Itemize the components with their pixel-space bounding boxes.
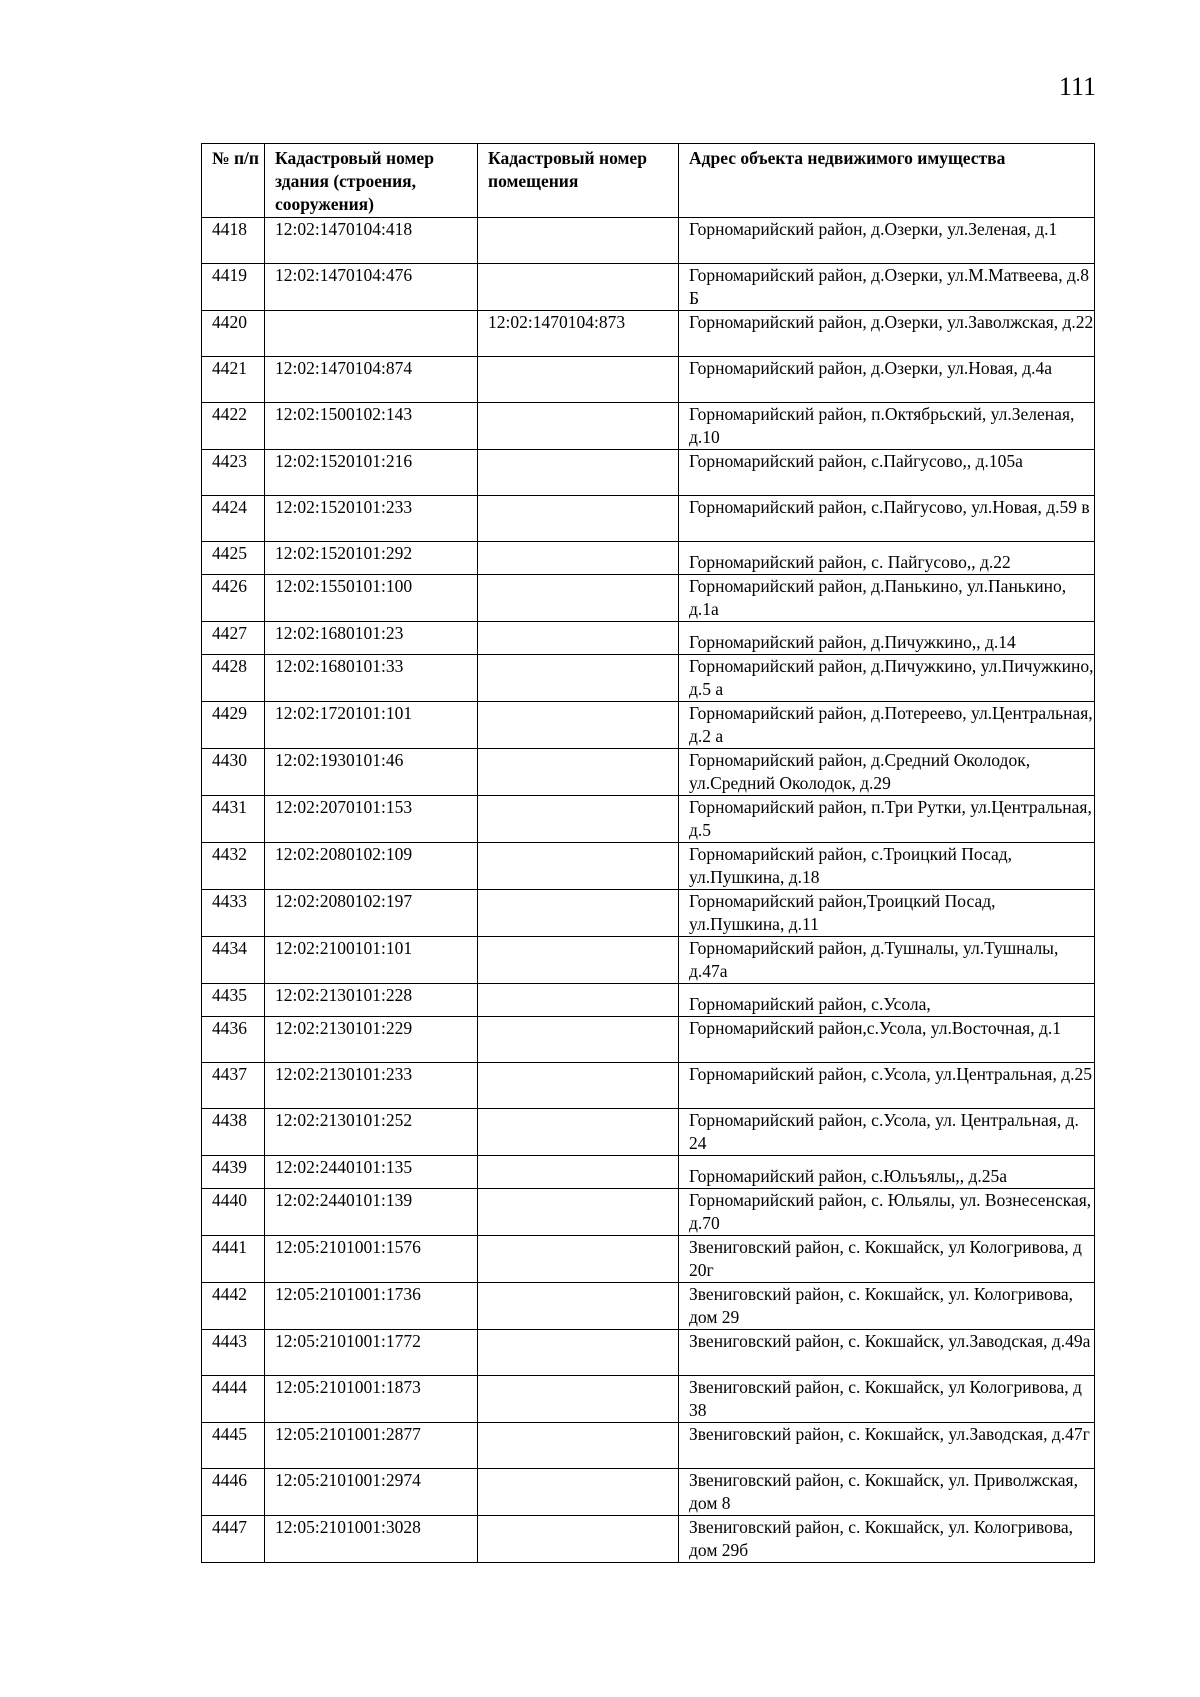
address-cell: Горномарийский район, д.Озерки, ул.Заволжская, д.22 (679, 311, 1095, 357)
row-number-cell: 4418 (202, 218, 265, 264)
room-cadastral-number-cell (478, 702, 679, 749)
building-cadastral-number-cell: 12:02:1680101:23 (265, 622, 478, 655)
building-cadastral-number-cell: 12:02:2100101:101 (265, 937, 478, 984)
room-cadastral-number-cell (478, 218, 679, 264)
row-number-cell: 4435 (202, 984, 265, 1017)
room-cadastral-number-cell: 12:02:1470104:873 (478, 311, 679, 357)
room-cadastral-number-cell (478, 1236, 679, 1283)
row-number-cell: 4440 (202, 1189, 265, 1236)
row-number-cell: 4424 (202, 496, 265, 542)
building-cadastral-number-cell: 12:02:1550101:100 (265, 575, 478, 622)
table-body (202, 218, 1095, 1563)
room-cadastral-number-cell (478, 890, 679, 937)
room-cadastral-number-cell (478, 1156, 679, 1189)
table-row (202, 1017, 1095, 1063)
row-number-cell: 4434 (202, 937, 265, 984)
table-row (202, 1063, 1095, 1109)
room-cadastral-number-cell (478, 1516, 679, 1563)
row-number-cell: 4433 (202, 890, 265, 937)
row-number-cell: 4439 (202, 1156, 265, 1189)
address-cell: Звениговский район, с. Кокшайск, ул Кологривова, д 20г (679, 1236, 1095, 1283)
building-cadastral-number-cell: 12:02:2130101:229 (265, 1017, 478, 1063)
room-cadastral-number-cell (478, 1330, 679, 1376)
building-cadastral-number-cell: 12:05:2101001:3028 (265, 1516, 478, 1563)
table-row (202, 655, 1095, 702)
building-cadastral-number-cell: 12:05:2101001:1736 (265, 1283, 478, 1330)
table-row (202, 1376, 1095, 1423)
row-number-cell: 4447 (202, 1516, 265, 1563)
table-row (202, 1423, 1095, 1469)
row-number-cell: 4423 (202, 450, 265, 496)
table-row (202, 984, 1095, 1017)
room-cadastral-number-cell (478, 937, 679, 984)
address-cell: Горномарийский район, д.Озерки, ул.М.Матвеева, д.8 Б (679, 264, 1095, 311)
table-row (202, 937, 1095, 984)
building-cadastral-number-cell: 12:05:2101001:1576 (265, 1236, 478, 1283)
row-number-cell: 4441 (202, 1236, 265, 1283)
building-cadastral-number-cell: 12:02:2130101:228 (265, 984, 478, 1017)
room-cadastral-number-cell (478, 796, 679, 843)
building-cadastral-number-cell: 12:02:2070101:153 (265, 796, 478, 843)
row-number-cell: 4419 (202, 264, 265, 311)
address-cell: Горномарийский район, с. Пайгусово,, д.22 (679, 542, 1095, 575)
row-number-cell: 4443 (202, 1330, 265, 1376)
table-row (202, 843, 1095, 890)
building-cadastral-number-cell: 12:02:1720101:101 (265, 702, 478, 749)
building-cadastral-number-cell: 12:02:1520101:216 (265, 450, 478, 496)
address-cell: Горномарийский район, д.Потереево, ул.Центральная, д.2 а (679, 702, 1095, 749)
room-cadastral-number-cell (478, 622, 679, 655)
row-number-cell: 4431 (202, 796, 265, 843)
address-cell: Горномарийский район, с.Пайгусово, ул.Новая, д.59 в (679, 496, 1095, 542)
table-row (202, 796, 1095, 843)
header-building-cadastral-number: Кадастровый номер здания (строения, сооружения) (265, 144, 478, 218)
row-number-cell: 4422 (202, 403, 265, 450)
room-cadastral-number-cell (478, 1063, 679, 1109)
row-number-cell: 4420 (202, 311, 265, 357)
room-cadastral-number-cell (478, 1423, 679, 1469)
room-cadastral-number-cell (478, 843, 679, 890)
address-cell: Горномарийский район, д.Панькино, ул.Панькино, д.1а (679, 575, 1095, 622)
table-row (202, 1283, 1095, 1330)
table-row (202, 542, 1095, 575)
address-cell: Горномарийский район, д.Пичужкино,, д.14 (679, 622, 1095, 655)
table-row (202, 1156, 1095, 1189)
room-cadastral-number-cell (478, 575, 679, 622)
table-row (202, 1330, 1095, 1376)
room-cadastral-number-cell (478, 542, 679, 575)
room-cadastral-number-cell (478, 1283, 679, 1330)
room-cadastral-number-cell (478, 1109, 679, 1156)
room-cadastral-number-cell (478, 984, 679, 1017)
address-cell: Звениговский район, с. Кокшайск, ул.Заводская, д.47г (679, 1423, 1095, 1469)
address-cell: Горномарийский район, с. Юльялы, ул. Вознесенская, д.70 (679, 1189, 1095, 1236)
table-row (202, 622, 1095, 655)
address-cell: Горномарийский район, с.Юльъялы,, д.25а (679, 1156, 1095, 1189)
header-property-address: Адрес объекта недвижимого имущества (679, 144, 1095, 218)
address-cell: Горномарийский район, с.Троицкий Посад, ул.Пушкина, д.18 (679, 843, 1095, 890)
page-number: 111 (1058, 72, 1096, 101)
row-number-cell: 4425 (202, 542, 265, 575)
address-cell: Горномарийский район, с.Пайгусово,, д.105а (679, 450, 1095, 496)
row-number-cell: 4429 (202, 702, 265, 749)
building-cadastral-number-cell: 12:02:2080102:197 (265, 890, 478, 937)
address-cell: Горномарийский район, п.Три Рутки, ул.Центральная, д.5 (679, 796, 1095, 843)
property-register-table (201, 143, 1095, 1563)
table-row (202, 1516, 1095, 1563)
table-row (202, 1189, 1095, 1236)
row-number-cell: 4432 (202, 843, 265, 890)
building-cadastral-number-cell: 12:02:1680101:33 (265, 655, 478, 702)
address-cell: Горномарийский район, д.Озерки, ул.Зеленая, д.1 (679, 218, 1095, 264)
row-number-cell: 4444 (202, 1376, 265, 1423)
building-cadastral-number-cell: 12:02:1930101:46 (265, 749, 478, 796)
building-cadastral-number-cell: 12:05:2101001:2974 (265, 1469, 478, 1516)
address-cell: Звениговский район, с. Кокшайск, ул.Заводская, д.49а (679, 1330, 1095, 1376)
address-cell: Горномарийский район, д.Средний Околодок, ул.Средний Околодок, д.29 (679, 749, 1095, 796)
table-row (202, 496, 1095, 542)
row-number-cell: 4426 (202, 575, 265, 622)
address-cell: Горномарийский район, д.Озерки, ул.Новая, д.4а (679, 357, 1095, 403)
building-cadastral-number-cell: 12:05:2101001:1873 (265, 1376, 478, 1423)
row-number-cell: 4445 (202, 1423, 265, 1469)
address-cell: Горномарийский район, п.Октябрьский, ул.Зеленая, д.10 (679, 403, 1095, 450)
address-cell: Горномарийский район,Троицкий Посад, ул.Пушкина, д.11 (679, 890, 1095, 937)
building-cadastral-number-cell: 12:05:2101001:2877 (265, 1423, 478, 1469)
row-number-cell: 4437 (202, 1063, 265, 1109)
room-cadastral-number-cell (478, 264, 679, 311)
address-cell: Горномарийский район, д.Тушналы, ул.Тушналы, д.47а (679, 937, 1095, 984)
table-row (202, 264, 1095, 311)
row-number-cell: 4436 (202, 1017, 265, 1063)
room-cadastral-number-cell (478, 1469, 679, 1516)
table-row (202, 1109, 1095, 1156)
building-cadastral-number-cell: 12:02:1520101:233 (265, 496, 478, 542)
row-number-cell: 4427 (202, 622, 265, 655)
building-cadastral-number-cell: 12:05:2101001:1772 (265, 1330, 478, 1376)
address-cell: Горномарийский район,с.Усола, ул.Восточная, д.1 (679, 1017, 1095, 1063)
address-cell: Звениговский район, с. Кокшайск, ул. Приволжская, дом 8 (679, 1469, 1095, 1516)
address-cell: Горномарийский район, д.Пичужкино, ул.Пичужкино, д.5 а (679, 655, 1095, 702)
table-row (202, 1236, 1095, 1283)
address-cell: Звениговский район, с. Кокшайск, ул. Кологривова, дом 29 (679, 1283, 1095, 1330)
address-cell: Горномарийский район, с.Усола, (679, 984, 1095, 1017)
room-cadastral-number-cell (478, 357, 679, 403)
table-row (202, 575, 1095, 622)
table-row (202, 311, 1095, 357)
address-cell: Горномарийский район, с.Усола, ул.Центральная, д.25 (679, 1063, 1095, 1109)
building-cadastral-number-cell (265, 311, 478, 357)
row-number-cell: 4430 (202, 749, 265, 796)
building-cadastral-number-cell: 12:02:2440101:135 (265, 1156, 478, 1189)
table-row (202, 450, 1095, 496)
address-cell: Горномарийский район, с.Усола, ул. Центральная, д. 24 (679, 1109, 1095, 1156)
row-number-cell: 4446 (202, 1469, 265, 1516)
room-cadastral-number-cell (478, 1017, 679, 1063)
header-room-cadastral-number: Кадастровый номер помещения (478, 144, 679, 218)
table-row (202, 218, 1095, 264)
room-cadastral-number-cell (478, 1189, 679, 1236)
address-cell: Звениговский район, с. Кокшайск, ул Кологривова, д 38 (679, 1376, 1095, 1423)
building-cadastral-number-cell: 12:02:2080102:109 (265, 843, 478, 890)
table-row (202, 1469, 1095, 1516)
room-cadastral-number-cell (478, 655, 679, 702)
room-cadastral-number-cell (478, 749, 679, 796)
row-number-cell: 4428 (202, 655, 265, 702)
room-cadastral-number-cell (478, 450, 679, 496)
header-row-number: № п/п (202, 144, 265, 218)
table-header-row (202, 144, 1095, 218)
table-row (202, 890, 1095, 937)
room-cadastral-number-cell (478, 496, 679, 542)
table-row (202, 702, 1095, 749)
row-number-cell: 4442 (202, 1283, 265, 1330)
table-row (202, 749, 1095, 796)
building-cadastral-number-cell: 12:02:1470104:418 (265, 218, 478, 264)
table-row (202, 403, 1095, 450)
building-cadastral-number-cell: 12:02:1520101:292 (265, 542, 478, 575)
building-cadastral-number-cell: 12:02:2130101:233 (265, 1063, 478, 1109)
row-number-cell: 4438 (202, 1109, 265, 1156)
room-cadastral-number-cell (478, 403, 679, 450)
address-cell: Звениговский район, с. Кокшайск, ул. Кологривова, дом 29б (679, 1516, 1095, 1563)
building-cadastral-number-cell: 12:02:1500102:143 (265, 403, 478, 450)
table-row (202, 357, 1095, 403)
building-cadastral-number-cell: 12:02:2130101:252 (265, 1109, 478, 1156)
building-cadastral-number-cell: 12:02:1470104:874 (265, 357, 478, 403)
room-cadastral-number-cell (478, 1376, 679, 1423)
building-cadastral-number-cell: 12:02:2440101:139 (265, 1189, 478, 1236)
building-cadastral-number-cell: 12:02:1470104:476 (265, 264, 478, 311)
row-number-cell: 4421 (202, 357, 265, 403)
